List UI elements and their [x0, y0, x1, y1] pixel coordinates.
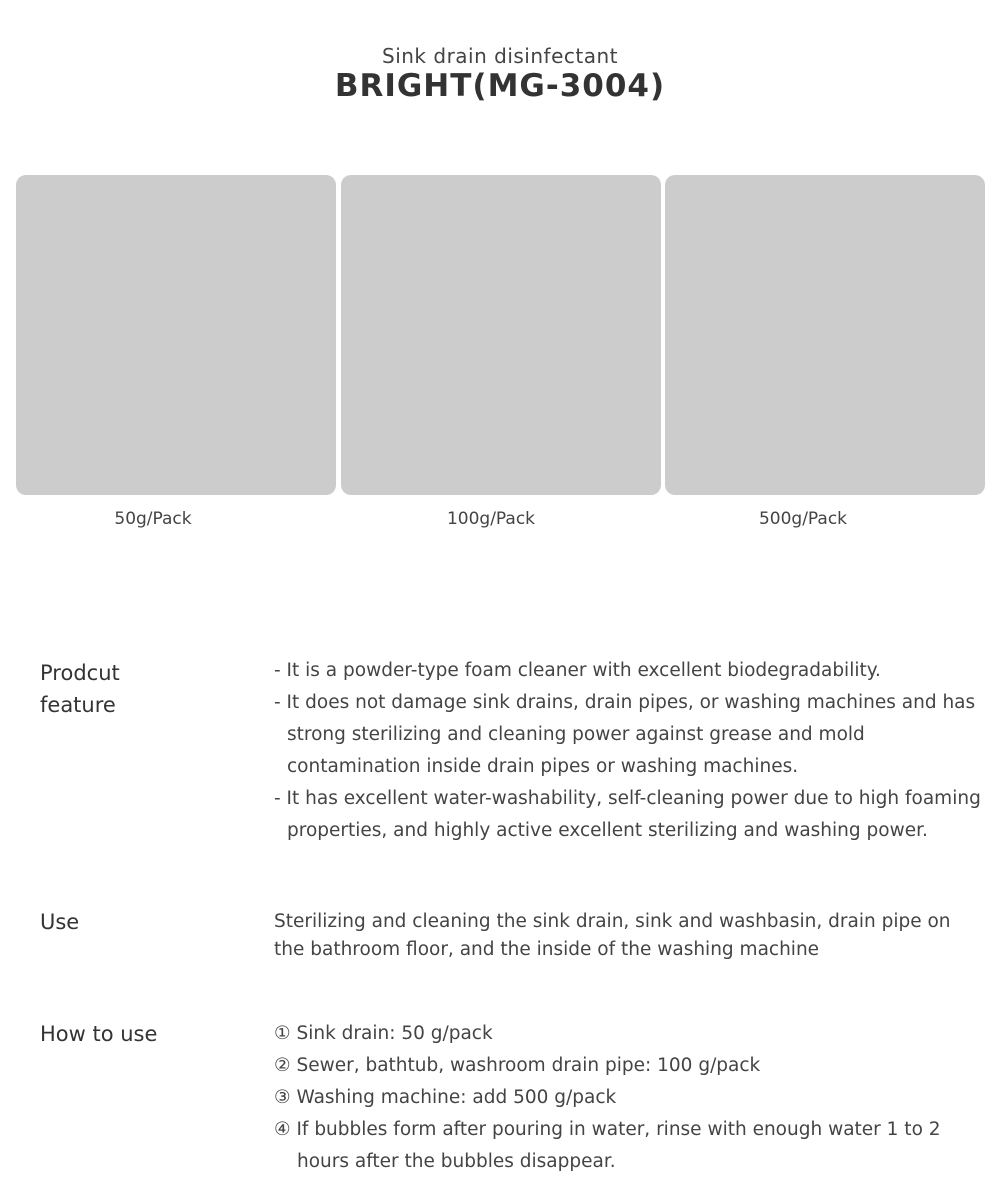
use-label: Use [40, 910, 80, 934]
feature-body [274, 655, 984, 847]
product-subtitle: Sink drain disinfectant [382, 44, 618, 68]
pack-image-50g [16, 175, 336, 495]
pack-caption-100g: 100g/Pack [446, 509, 536, 529]
feature-item: - It does not damage sink drains, drain pipes, or washing machines and has strong sterilizing and cleaning power against grease and mold contamination inside drain pipes or washing machines. [274, 692, 976, 777]
pack-image-500g [665, 175, 985, 495]
feature-label: Prodcut feature [40, 661, 120, 717]
feature-item: - It has excellent water-washability, self-cleaning power due to high foaming properties, and highly active excellent sterilizing and washing power. [274, 788, 981, 841]
step-item: ④ If bubbles form after pouring in water, rinse with enough water 1 to 2 hours after the bubbles disappear. [274, 1119, 941, 1172]
pack-caption-50g: 50g/Pack [114, 509, 192, 529]
pack-image-100g [341, 175, 661, 495]
pack-caption-500g: 500g/Pack [758, 509, 848, 529]
feature-item: - It is a powder-type foam cleaner with excellent biodegradability. [274, 660, 881, 681]
step-item: ③ Washing machine: add 500 g/pack [274, 1087, 617, 1108]
how-to-use-steps [274, 1018, 984, 1178]
step-item: ② Sewer, bathtub, washroom drain pipe: 100 g/pack [274, 1055, 761, 1076]
how-to-use-label: How to use [40, 1022, 158, 1046]
use-text: Sterilizing and cleaning the sink drain, sink and washbasin, drain pipe on the bathroom floor, and the inside of the washing machine [274, 911, 951, 960]
product-title: BRIGHT(MG-3004) [334, 68, 666, 104]
step-item: ① Sink drain: 50 g/pack [274, 1023, 493, 1044]
